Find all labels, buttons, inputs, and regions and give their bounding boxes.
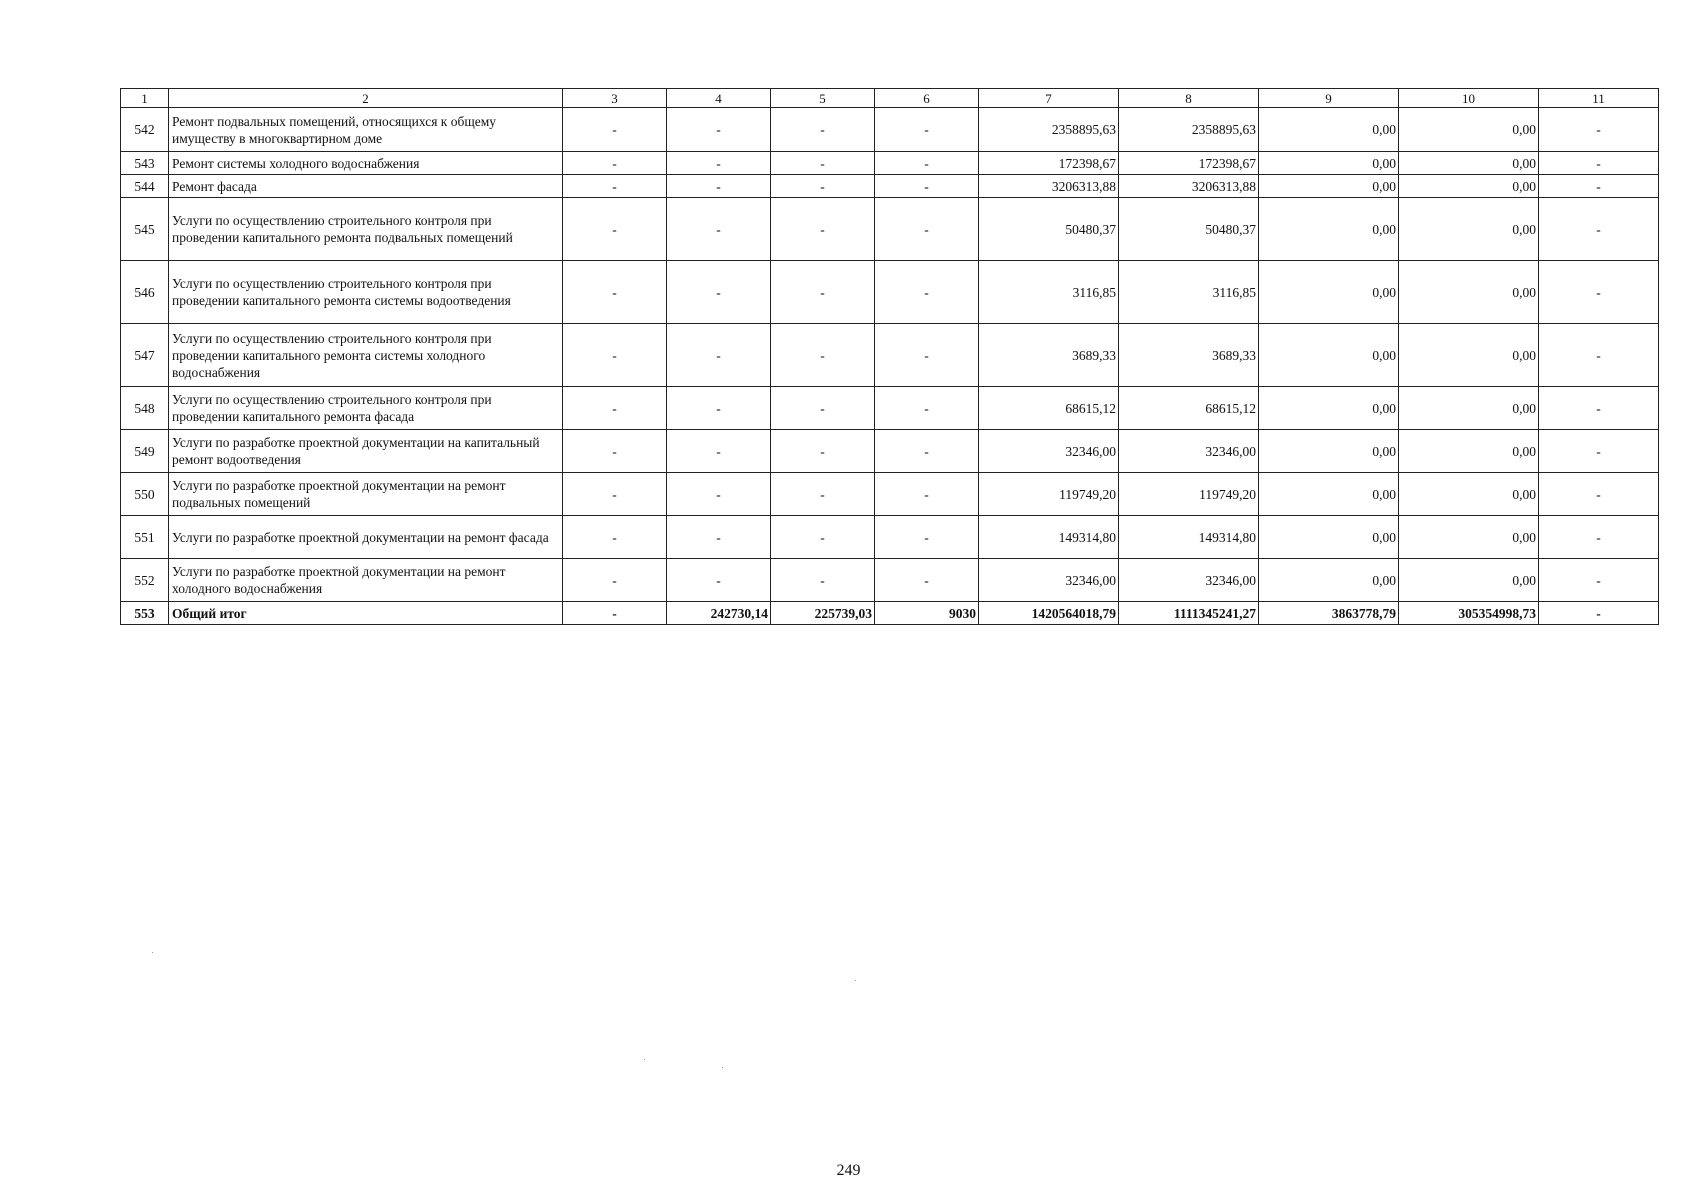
item-description: Услуги по разработке проектной документации на ремонт подвальных помещений xyxy=(169,473,563,516)
col-9-value: 0,00 xyxy=(1259,175,1399,198)
col-11-value: - xyxy=(1539,261,1659,324)
column-header: 3 xyxy=(563,89,667,108)
row-number: 542 xyxy=(121,108,169,152)
col-5-value: - xyxy=(771,324,875,387)
table-row xyxy=(121,387,1659,430)
column-header: 4 xyxy=(667,89,771,108)
col-11-value: - xyxy=(1539,198,1659,261)
col-11-value: - xyxy=(1539,559,1659,602)
col-3-value: - xyxy=(563,387,667,430)
row-number: 545 xyxy=(121,198,169,261)
table-row xyxy=(121,152,1659,175)
column-header: 9 xyxy=(1259,89,1399,108)
column-header: 2 xyxy=(169,89,563,108)
col-11-value: - xyxy=(1539,473,1659,516)
column-number-header-row xyxy=(121,89,1659,108)
column-header: 10 xyxy=(1399,89,1539,108)
item-description: Ремонт подвальных помещений, относящихся к общему имуществу в многоквартирном доме xyxy=(169,108,563,152)
scan-speck xyxy=(152,952,153,953)
col-9-value: 0,00 xyxy=(1259,152,1399,175)
col-5-value: - xyxy=(771,559,875,602)
col-6-value: - xyxy=(875,559,979,602)
col-7-value: 32346,00 xyxy=(979,430,1119,473)
col-5-value: 225739,03 xyxy=(771,602,875,625)
column-header: 6 xyxy=(875,89,979,108)
row-number: 549 xyxy=(121,430,169,473)
col-5-value: - xyxy=(771,430,875,473)
col-5-value: - xyxy=(771,198,875,261)
row-number: 551 xyxy=(121,516,169,559)
row-number: 546 xyxy=(121,261,169,324)
col-8-value: 2358895,63 xyxy=(1119,108,1259,152)
item-description: Услуги по разработке проектной документации на ремонт фасада xyxy=(169,516,563,559)
col-8-value: 32346,00 xyxy=(1119,559,1259,602)
col-5-value: - xyxy=(771,516,875,559)
col-11-value: - xyxy=(1539,387,1659,430)
col-9-value: 0,00 xyxy=(1259,516,1399,559)
col-3-value: - xyxy=(563,108,667,152)
table-row xyxy=(121,175,1659,198)
col-11-value: - xyxy=(1539,324,1659,387)
col-3-value: - xyxy=(563,175,667,198)
col-3-value: - xyxy=(563,516,667,559)
col-3-value: - xyxy=(563,324,667,387)
col-6-value: - xyxy=(875,108,979,152)
scan-speck xyxy=(855,980,856,981)
col-4-value: - xyxy=(667,516,771,559)
col-11-value: - xyxy=(1539,516,1659,559)
col-6-value: - xyxy=(875,324,979,387)
col-8-value: 1111345241,27 xyxy=(1119,602,1259,625)
col-8-value: 50480,37 xyxy=(1119,198,1259,261)
col-10-value: 0,00 xyxy=(1399,559,1539,602)
item-description: Услуги по осуществлению строительного контроля при проведении капитального ремонта системы холодного водоснабжения xyxy=(169,324,563,387)
table-row xyxy=(121,473,1659,516)
col-4-value: 242730,14 xyxy=(667,602,771,625)
col-4-value: - xyxy=(667,108,771,152)
col-7-value: 172398,67 xyxy=(979,152,1119,175)
col-10-value: 0,00 xyxy=(1399,261,1539,324)
col-9-value: 0,00 xyxy=(1259,559,1399,602)
col-4-value: - xyxy=(667,175,771,198)
col-9-value: 0,00 xyxy=(1259,324,1399,387)
column-header: 5 xyxy=(771,89,875,108)
col-11-value: - xyxy=(1539,175,1659,198)
column-header: 8 xyxy=(1119,89,1259,108)
col-5-value: - xyxy=(771,473,875,516)
col-5-value: - xyxy=(771,108,875,152)
col-6-value: - xyxy=(875,516,979,559)
item-description: Услуги по разработке проектной документации на ремонт холодного водоснабжения xyxy=(169,559,563,602)
col-4-value: - xyxy=(667,430,771,473)
col-5-value: - xyxy=(771,261,875,324)
table-row xyxy=(121,430,1659,473)
col-3-value: - xyxy=(563,602,667,625)
col-7-value: 50480,37 xyxy=(979,198,1119,261)
table-body xyxy=(121,89,1659,625)
scan-speck xyxy=(722,1067,723,1068)
item-description: Ремонт системы холодного водоснабжения xyxy=(169,152,563,175)
col-4-value: - xyxy=(667,473,771,516)
col-8-value: 32346,00 xyxy=(1119,430,1259,473)
col-10-value: 0,00 xyxy=(1399,387,1539,430)
col-4-value: - xyxy=(667,261,771,324)
row-number: 548 xyxy=(121,387,169,430)
col-3-value: - xyxy=(563,261,667,324)
col-9-value: 3863778,79 xyxy=(1259,602,1399,625)
col-8-value: 3206313,88 xyxy=(1119,175,1259,198)
col-5-value: - xyxy=(771,152,875,175)
col-9-value: 0,00 xyxy=(1259,261,1399,324)
col-3-value: - xyxy=(563,473,667,516)
col-8-value: 149314,80 xyxy=(1119,516,1259,559)
col-3-value: - xyxy=(563,430,667,473)
row-number: 553 xyxy=(121,602,169,625)
col-10-value: 0,00 xyxy=(1399,516,1539,559)
col-7-value: 3206313,88 xyxy=(979,175,1119,198)
col-9-value: 0,00 xyxy=(1259,108,1399,152)
col-6-value: - xyxy=(875,261,979,324)
col-11-value: - xyxy=(1539,108,1659,152)
col-6-value: - xyxy=(875,175,979,198)
col-7-value: 119749,20 xyxy=(979,473,1119,516)
row-number: 550 xyxy=(121,473,169,516)
column-header: 7 xyxy=(979,89,1119,108)
col-6-value: - xyxy=(875,198,979,261)
col-4-value: - xyxy=(667,324,771,387)
col-9-value: 0,00 xyxy=(1259,198,1399,261)
column-header: 11 xyxy=(1539,89,1659,108)
col-10-value: 0,00 xyxy=(1399,198,1539,261)
col-6-value: - xyxy=(875,430,979,473)
table-row xyxy=(121,324,1659,387)
row-number: 552 xyxy=(121,559,169,602)
col-8-value: 172398,67 xyxy=(1119,152,1259,175)
page-number: 249 xyxy=(836,1162,861,1179)
col-7-value: 3689,33 xyxy=(979,324,1119,387)
col-10-value: 0,00 xyxy=(1399,175,1539,198)
col-3-value: - xyxy=(563,198,667,261)
col-5-value: - xyxy=(771,387,875,430)
table-row xyxy=(121,516,1659,559)
col-4-value: - xyxy=(667,152,771,175)
col-7-value: 1420564018,79 xyxy=(979,602,1119,625)
col-7-value: 32346,00 xyxy=(979,559,1119,602)
col-4-value: - xyxy=(667,198,771,261)
table-row xyxy=(121,559,1659,602)
item-description: Общий итог xyxy=(169,602,563,625)
table-row xyxy=(121,108,1659,152)
item-description: Услуги по осуществлению строительного контроля при проведении капитального ремонта фасада xyxy=(169,387,563,430)
col-7-value: 2358895,63 xyxy=(979,108,1119,152)
col-10-value: 305354998,73 xyxy=(1399,602,1539,625)
col-4-value: - xyxy=(667,387,771,430)
column-header: 1 xyxy=(121,89,169,108)
col-11-value: - xyxy=(1539,430,1659,473)
col-3-value: - xyxy=(563,559,667,602)
col-3-value: - xyxy=(563,152,667,175)
col-6-value: 9030 xyxy=(875,602,979,625)
col-9-value: 0,00 xyxy=(1259,430,1399,473)
col-11-value: - xyxy=(1539,602,1659,625)
col-10-value: 0,00 xyxy=(1399,324,1539,387)
item-description: Услуги по осуществлению строительного контроля при проведении капитального ремонта подвальных помещений xyxy=(169,198,563,261)
table-row xyxy=(121,198,1659,261)
col-6-value: - xyxy=(875,387,979,430)
item-description: Услуги по разработке проектной документации на капитальный ремонт водоотведения xyxy=(169,430,563,473)
col-10-value: 0,00 xyxy=(1399,473,1539,516)
col-9-value: 0,00 xyxy=(1259,473,1399,516)
scan-speck xyxy=(644,1059,645,1060)
col-11-value: - xyxy=(1539,152,1659,175)
col-8-value: 68615,12 xyxy=(1119,387,1259,430)
col-10-value: 0,00 xyxy=(1399,152,1539,175)
col-7-value: 3116,85 xyxy=(979,261,1119,324)
item-description: Ремонт фасада xyxy=(169,175,563,198)
row-number: 544 xyxy=(121,175,169,198)
col-8-value: 119749,20 xyxy=(1119,473,1259,516)
total-row xyxy=(121,602,1659,625)
item-description: Услуги по осуществлению строительного контроля при проведении капитального ремонта системы водоотведения xyxy=(169,261,563,324)
col-9-value: 0,00 xyxy=(1259,387,1399,430)
col-7-value: 68615,12 xyxy=(979,387,1119,430)
col-10-value: 0,00 xyxy=(1399,430,1539,473)
col-5-value: - xyxy=(771,175,875,198)
col-6-value: - xyxy=(875,152,979,175)
budget-table xyxy=(120,88,1659,625)
col-7-value: 149314,80 xyxy=(979,516,1119,559)
table-row xyxy=(121,261,1659,324)
col-10-value: 0,00 xyxy=(1399,108,1539,152)
budget-table-container xyxy=(120,88,1659,625)
row-number: 543 xyxy=(121,152,169,175)
col-8-value: 3116,85 xyxy=(1119,261,1259,324)
col-6-value: - xyxy=(875,473,979,516)
col-4-value: - xyxy=(667,559,771,602)
col-8-value: 3689,33 xyxy=(1119,324,1259,387)
row-number: 547 xyxy=(121,324,169,387)
